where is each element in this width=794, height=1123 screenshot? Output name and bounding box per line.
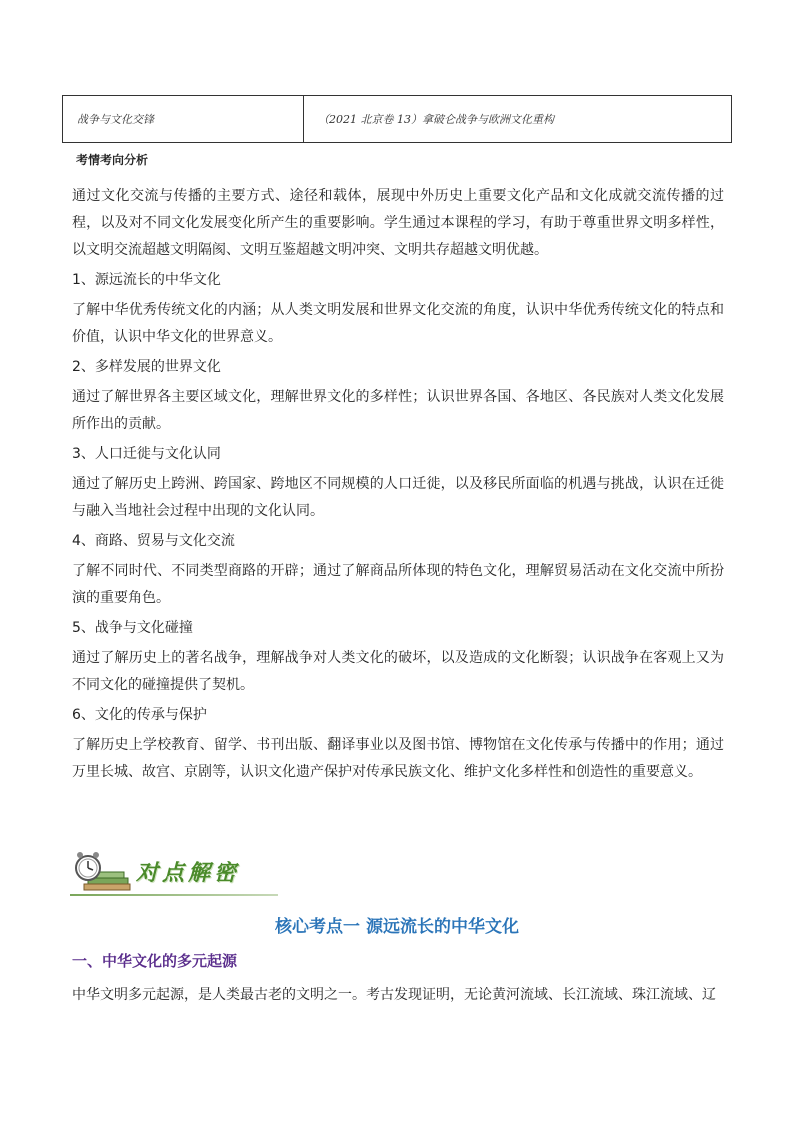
body-paragraph: 通过了解世界各主要区域文化，理解世界文化的多样性；认识世界各国、各地区、各民族对人类文化发展所作出的贡献。 <box>72 389 724 432</box>
core-topic-title: 核心考点一 源远流长的中华文化 <box>275 917 519 937</box>
header-table-row <box>63 96 732 143</box>
body-paragraph: 通过了解历史上跨洲、跨国家、跨地区不同规模的人口迁徙，以及移民所面临的机遇与挑战，认识在迁徙与融入当地社会过程中出现的文化认同。 <box>72 476 724 519</box>
banner-underline <box>70 894 278 896</box>
topic-heading: 3、人口迁徙与文化认同 <box>72 446 221 462</box>
body-paragraph: 了解不同时代、不同类型商路的开辟；通过了解商品所体现的特色文化，理解贸易活动在文化交流中所扮演的重要角色。 <box>72 563 724 606</box>
clock-and-books-icon <box>70 848 134 894</box>
topic-heading: 1、源远流长的中华文化 <box>72 272 221 288</box>
body-paragraph-continued: 中华文明多元起源，是人类最古老的文明之一。考古发现证明，无论黄河流域、长江流域、珠江流域、辽 <box>72 987 716 1003</box>
body-paragraph: 了解中华优秀传统文化的内涵；从人类文明发展和世界文化交流的角度，认识中华优秀传统文化的特点和价值，认识中华文化的世界意义。 <box>72 302 724 345</box>
section-label: 考情考向分析 <box>76 153 149 167</box>
header-table <box>62 95 732 143</box>
topic-heading: 5、战争与文化碰撞 <box>72 620 193 636</box>
banner-title: 对点解密 <box>136 861 241 886</box>
topic-heading: 6、文化的传承与保护 <box>72 707 207 723</box>
header-left-cell: 战争与文化交锋 <box>63 96 304 143</box>
body-paragraph: 了解历史上学校教育、留学、书刊出版、翻译事业以及图书馆、博物馆在文化传承与传播中的作用；通过万里长城、故宫、京剧等，认识文化遗产保护对传承民族文化、维护文化多样性和创造性的重要意义。 <box>72 737 724 780</box>
header-right-cell: （2021 北京卷 13）拿破仑战争与欧洲文化重构 <box>304 96 732 143</box>
body-paragraph: 通过文化交流与传播的主要方式、途径和载体，展现中外历史上重要文化产品和文化成就交流传播的过程，以及对不同文化发展变化所产生的重要影响。学生通过本课程的学习，有助于尊重世界文明多样性，以文明交流超越文明隔阂、文明互鉴超越文明冲突、文明共存超越文明优越。 <box>72 188 724 258</box>
analysis-content <box>72 183 724 789</box>
body-paragraph: 通过了解历史上的著名战争，理解战争对人类文化的破坏，以及造成的文化断裂；认识战争在客观上又为不同文化的碰撞提供了契机。 <box>72 650 724 693</box>
sub-heading: 一、中华文化的多元起源 <box>72 952 238 970</box>
topic-heading: 4、商路、贸易与文化交流 <box>72 533 235 549</box>
topic-heading: 2、多样发展的世界文化 <box>72 359 221 375</box>
